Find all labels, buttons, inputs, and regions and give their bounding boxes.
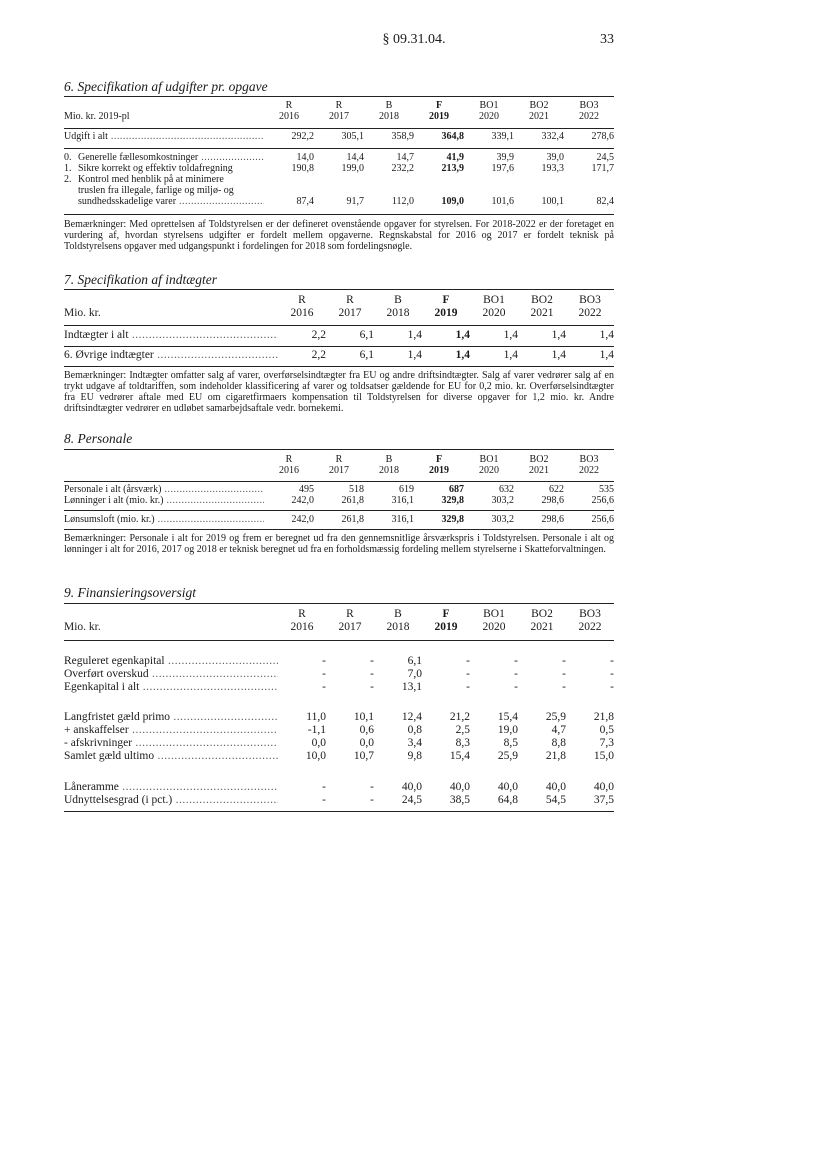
cell: 10,7 [353,750,374,762]
section-7-total-table [64,329,614,342]
cell: - [562,668,566,680]
col-year: 2017 [338,307,362,319]
section-7-note: Bemærkninger: Indtægter omfatter salg af varer, overførselsindtægter fra EU og andre driftsindtægter. Salg af varer vedrører salg af en trykt udgave af toldtariffen, som indeholder klassificering af varer og toldsatser gældende for EU for 0,2 mio. kr. Overførselsindtægter fra EU vedrører aftale med EU om cigaretfirmaers kompensation til Toldstyrelsen for diverse opgaver for 1,2 mio. kr. Andre driftsindtægter vedrører en udløbet samarbejdsaftale vedr. bornekemi. [64,370,614,414]
row-label: Samlet gæld ultimo [64,750,155,762]
col-year: 2022 [579,111,599,122]
cell: - [562,681,566,693]
cell: 256,6 [591,495,614,506]
cell: 91,7 [346,196,364,207]
col-year: 2022 [578,621,602,633]
section-9-header-rule [64,640,614,641]
section-9-equity-table [64,655,614,694]
cell: -1,1 [307,724,326,736]
row-label: Låneramme [64,781,119,793]
section-6-title: 6. Specifikation af udgifter pr. opgave [64,79,268,94]
cell: 10,1 [353,711,374,723]
cell: 24,5 [596,152,614,163]
table-row [64,349,614,362]
cell: 8,3 [455,737,470,749]
cell: - [322,681,326,693]
col-code: BO1 [479,454,499,465]
col-year: 2021 [530,621,554,633]
cell: - [514,681,518,693]
cell: 40,0 [545,781,566,793]
cell: - [610,681,614,693]
row-label: Udnyttelsesgrad (i pct.) [64,794,173,806]
section-8-top-rule [64,449,614,450]
page-number: 33 [600,32,614,47]
cell: 38,5 [449,794,470,806]
table-row [64,514,614,525]
section-6-header-codes [64,100,614,111]
col-code: BO1 [483,294,505,306]
row-label: - afskrivninger [64,737,133,749]
col-year: 2021 [530,307,554,319]
col-year: 2018 [379,111,399,122]
section-6-note: Bemærkninger: Med oprettelsen af Toldstyrelsen er der defineret ovenstående opgaver for styrelsen. For 2018-2022 er der foretaget en vurdering af, hvordan styrelsens udgifter er fordelt mellem opgaverne. Regnskabstal for 2016 og 2017 er fordelt teknisk på Toldstyrelsens opgaver med udgangspunkt i fordelingen for 2018 som fordelingsnøgle. [64,219,614,252]
cell: 261,8 [341,514,364,525]
cell: 535 [599,484,614,495]
cell: - [370,794,374,806]
cell: - [466,655,470,667]
cell: 7,3 [599,737,614,749]
col-year: 2018 [379,465,399,476]
col-code: R [346,294,354,306]
cell: 518 [349,484,364,495]
row-label: Indtægter i alt [64,329,129,341]
cell: 15,4 [497,711,518,723]
col-year: 2020 [479,465,499,476]
row-label: Lønsumsloft (mio. kr.) [64,514,155,525]
cell: 292,2 [291,131,314,142]
table-row [64,668,614,681]
col-code: F [435,100,443,111]
cell: 3,4 [407,737,422,749]
cell: 39,0 [546,152,564,163]
cell: - [370,668,374,680]
row-label: 6. Øvrige indtægter [64,349,154,361]
row-label: Sikre korrekt og effektiv toldafregning [78,163,233,174]
section-9-header-years [64,621,614,634]
section-7-body-table [64,349,614,362]
col-year: 2016 [279,465,299,476]
cell: 6,1 [407,655,422,667]
col-year: 2020 [482,307,506,319]
row-label: sundhedsskadelige varer [78,196,177,207]
cell: 8,5 [503,737,518,749]
table-row [64,329,614,342]
cell: - [610,668,614,680]
cell: 37,5 [593,794,614,806]
unit-label: Mio. kr. [64,307,101,319]
cell: 25,9 [545,711,566,723]
cell: 197,6 [491,163,514,174]
cell: 2,2 [311,349,326,361]
cell: 25,9 [497,750,518,762]
section-7-table [64,294,614,320]
cell: 54,5 [545,794,566,806]
cell: 100,1 [541,196,564,207]
cell: 261,8 [341,495,364,506]
cell: 14,7 [396,152,414,163]
col-code: BO3 [579,608,601,620]
section-8-title: 8. Personale [64,431,133,446]
cell: 1,4 [455,349,470,361]
row-label: Personale i alt (årsværk) [64,484,162,495]
cell: 21,8 [545,750,566,762]
cell: 1,4 [551,349,566,361]
cell: 242,0 [291,514,314,525]
col-year: 2019 [434,621,458,633]
row-number: 0. [64,152,72,163]
table-row-continuation [64,196,614,207]
col-year: 2021 [529,465,549,476]
col-year: 2022 [578,307,602,319]
table-row [64,750,614,763]
row-label: + anskaffelser [64,724,129,736]
col-year: 2021 [529,111,549,122]
cell: 0,6 [359,724,374,736]
row-label: Lønninger i alt (mio. kr.) [64,495,164,506]
cell: 0,0 [359,737,374,749]
cell: 40,0 [593,781,614,793]
col-year: 2017 [329,111,349,122]
col-code: R [285,454,293,465]
cell: 1,4 [503,349,518,361]
col-code: R [285,100,293,111]
section-6-header-rule [64,128,614,129]
row-label: Generelle fællesomkostninger [78,152,199,163]
section-9-credit-table [64,781,614,807]
section-7-top-rule [64,289,614,290]
cell: 64,8 [497,794,518,806]
section-6-header-years [64,111,614,122]
cell: - [562,655,566,667]
table-row-continuation [64,185,614,196]
col-year: 2019 [434,307,458,319]
unit-label: Mio. kr. [64,621,101,633]
col-code: BO3 [579,294,601,306]
cell: 213,9 [441,163,464,174]
col-year: 2016 [279,111,299,122]
cell: 13,1 [401,681,422,693]
cell: 256,6 [591,514,614,525]
cell: - [370,655,374,667]
cell: 4,7 [551,724,566,736]
col-year: 2017 [329,465,349,476]
col-code: B [385,454,393,465]
cell: - [322,655,326,667]
col-code: BO2 [531,294,553,306]
table-row [64,131,614,142]
cell: 112,0 [391,196,414,207]
cell: 41,9 [446,152,464,163]
col-code: F [442,294,450,306]
cell: 298,6 [541,514,564,525]
section-7-total-rule [64,346,614,347]
cell: - [514,668,518,680]
section-8-header-rule [64,481,614,482]
section-8-salary-cap-table [64,514,614,525]
table-row [64,495,614,506]
table-row [64,781,614,794]
cell: 1,4 [407,329,422,341]
row-label: Udgift i alt [64,131,108,142]
cell: - [370,681,374,693]
section-7-header-years [64,307,614,320]
section-8-header-codes [64,454,614,465]
cell: 298,6 [541,495,564,506]
cell: 1,4 [599,329,614,341]
cell: 622 [549,484,564,495]
section-8-note: Bemærkninger: Personale i alt for 2019 og frem er beregnet ud fra den gennemsnitlige årsværkspris i Toldstyrelsen. Personale i alt og lønninger i alt for 2016, 2017 og 2018 er teknisk beregnet ud fra en forholdsmæssig fordeling mellem styrelserne i Skatteforvaltningen. [64,533,614,555]
col-code: R [298,294,306,306]
cell: 495 [299,484,314,495]
cell: 101,6 [491,196,514,207]
cell: 21,8 [593,711,614,723]
cell: 0,5 [599,724,614,736]
section-6-bottom-rule [64,214,614,215]
cell: 190,8 [291,163,314,174]
cell: 1,4 [551,329,566,341]
col-code: B [394,608,402,620]
cell: 199,0 [341,163,364,174]
section-9-debt-table [64,711,614,763]
cell: 15,4 [449,750,470,762]
col-code: R [298,608,306,620]
table-row [64,484,614,495]
col-code: BO1 [483,608,505,620]
cell: 8,8 [551,737,566,749]
col-code: F [435,454,443,465]
col-year: 2016 [290,307,314,319]
cell: 193,3 [541,163,564,174]
cell: - [322,668,326,680]
cell: 232,2 [391,163,414,174]
section-8-bottom-rule [64,529,614,530]
cell: 82,4 [596,196,614,207]
section-9-top-rule [64,603,614,604]
col-code: B [385,100,393,111]
col-year: 2016 [290,621,314,633]
section-8-header-years [64,465,614,476]
col-code: BO1 [479,100,499,111]
row-number: 1. [64,163,72,174]
cell: 1,4 [503,329,518,341]
section-7-bottom-rule [64,366,614,367]
cell: 12,4 [401,711,422,723]
section-6-table [64,100,614,122]
section-9-title: 9. Finansieringsoversigt [64,585,196,600]
row-label: Egenkapital i alt [64,681,140,693]
cell: 303,2 [491,495,514,506]
col-code: BO2 [529,100,549,111]
cell: 303,2 [491,514,514,525]
cell: 316,1 [391,514,414,525]
col-code: B [394,294,402,306]
cell: 1,4 [407,349,422,361]
cell: - [514,655,518,667]
cell: 14,0 [296,152,314,163]
section-6-body-table [64,152,614,207]
cell: 19,0 [497,724,518,736]
cell: 109,0 [441,196,464,207]
table-row [64,737,614,750]
cell: 9,8 [407,750,422,762]
unit-label: Mio. kr. 2019-pl [64,111,130,122]
cell: - [466,668,470,680]
col-code: BO2 [531,608,553,620]
section-6-total-table [64,131,614,142]
cell: 40,0 [497,781,518,793]
cell: 329,8 [441,514,464,525]
col-code: BO2 [529,454,549,465]
cell: 619 [399,484,414,495]
cell: 339,1 [491,131,514,142]
cell: 278,6 [591,131,614,142]
row-label: Langfristet gæld primo [64,711,171,723]
cell: 39,9 [496,152,514,163]
section-reference: § 09.31.04. [382,32,446,47]
table-row [64,655,614,668]
cell: 332,4 [541,131,564,142]
section-7-header-rule [64,325,614,326]
col-code: R [335,100,343,111]
cell: 11,0 [306,711,326,723]
cell: - [610,655,614,667]
cell: 7,0 [407,668,422,680]
cell: 305,1 [341,131,364,142]
col-year: 2020 [479,111,499,122]
cell: 316,1 [391,495,414,506]
table-row [64,152,614,163]
cell: 171,7 [591,163,614,174]
table-row [64,163,614,174]
cell: 0,8 [407,724,422,736]
row-label: truslen fra illegale, farlige og miljø- og [78,185,234,196]
col-year: 2020 [482,621,506,633]
cell: 1,4 [455,329,470,341]
cell: 0,0 [311,737,326,749]
cell: - [370,781,374,793]
cell: 24,5 [401,794,422,806]
cell: 358,9 [391,131,414,142]
row-label: Reguleret egenkapital [64,655,165,667]
cell: 15,0 [593,750,614,762]
section-6-top-rule [64,96,614,97]
cell: 364,8 [441,131,464,142]
table-row [64,681,614,694]
cell: 10,0 [305,750,326,762]
cell: 21,2 [449,711,470,723]
cell: 40,0 [449,781,470,793]
col-code: R [346,608,354,620]
col-code: R [335,454,343,465]
cell: 2,5 [455,724,470,736]
cell: - [322,781,326,793]
cell: 14,4 [346,152,364,163]
section-8-mid-rule [64,510,614,511]
section-9-table [64,608,614,634]
col-year: 2019 [429,111,449,122]
section-8-table [64,454,614,476]
cell: 87,4 [296,196,314,207]
cell: 632 [499,484,514,495]
col-code: BO3 [579,454,599,465]
cell: 2,2 [311,329,326,341]
section-6-total-rule [64,148,614,149]
col-year: 2018 [386,621,410,633]
table-row [64,794,614,807]
cell: 6,1 [359,349,374,361]
col-year: 2022 [579,465,599,476]
col-year: 2017 [338,621,362,633]
row-label: Kontrol med henblik på at minimere [78,174,224,185]
section-7-header-codes [64,294,614,307]
cell: - [322,794,326,806]
cell: 1,4 [599,349,614,361]
section-9-bottom-rule [64,811,614,812]
row-number: 2. [64,174,72,185]
cell: 6,1 [359,329,374,341]
cell: 40,0 [401,781,422,793]
section-7-title: 7. Specifikation af indtægter [64,272,217,287]
col-year: 2019 [429,465,449,476]
table-row [64,174,614,185]
table-row [64,724,614,737]
cell: 329,8 [441,495,464,506]
cell: - [466,681,470,693]
col-code: BO3 [579,100,599,111]
col-code: F [442,608,450,620]
cell: 242,0 [291,495,314,506]
row-label: Overført overskud [64,668,149,680]
cell: 687 [449,484,464,495]
section-9-header-codes [64,608,614,621]
table-row [64,711,614,724]
col-year: 2018 [386,307,410,319]
section-8-body-table [64,484,614,506]
